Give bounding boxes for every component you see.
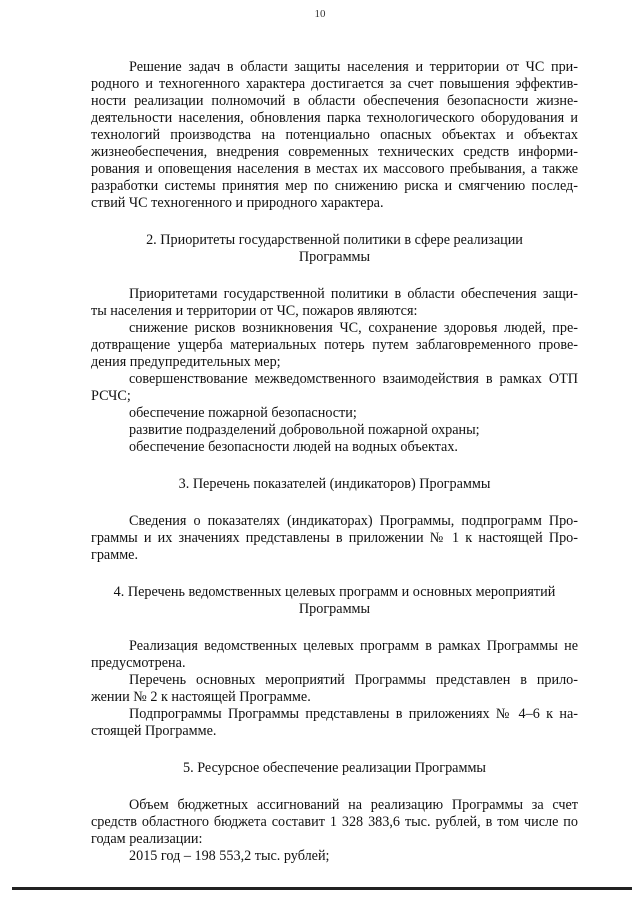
- section-heading: [91, 760, 578, 777]
- paragraph: [91, 439, 578, 456]
- text-line: Подпрограммы Программы представлены в приложениях № 4–6 к на-: [129, 706, 578, 722]
- text-line: жении № 2 к настоящей Программе.: [91, 689, 311, 705]
- text-line: обеспечение пожарной безопасности;: [129, 405, 357, 421]
- heading-line: 5. Ресурсное обеспечение реализации Программы: [183, 760, 486, 776]
- heading-line: Программы: [298, 249, 371, 265]
- text-line: средств областного бюджета составит 1 328 383,6 тыс. рублей, в том числе по: [91, 814, 578, 830]
- text-line: дотвращение ущерба материальных потерь путем заблаговременного прове-: [91, 337, 578, 353]
- paragraph: [91, 371, 578, 405]
- text-line: рования и оповещения населения в местах их массового пребывания, а также: [91, 161, 578, 177]
- text-line: обеспечение безопасности людей на водных объектах.: [129, 439, 458, 455]
- heading-line: Программы: [298, 601, 371, 617]
- page-number: 10: [314, 8, 326, 20]
- paragraph: [91, 672, 578, 706]
- text-line: Решение задач в области защиты населения и территории от ЧС при-: [129, 59, 578, 75]
- paragraph: [91, 513, 578, 564]
- text-line: Реализация ведомственных целевых программ в рамках Программы не: [129, 638, 578, 654]
- paragraph: [91, 797, 578, 848]
- paragraph: [91, 405, 578, 422]
- text-line: предусмотрена.: [91, 655, 186, 671]
- text-line: стоящей Программе.: [91, 723, 217, 739]
- text-line: Приоритетами государственной политики в области обеспечения защи-: [129, 286, 578, 302]
- section-heading: [91, 232, 578, 266]
- text-line: годам реализации:: [91, 831, 203, 847]
- text-line: грамме.: [91, 547, 139, 563]
- text-line: ности реализации полномочий в области обеспечения безопасности жизне-: [91, 93, 578, 109]
- text-line: РСЧС;: [91, 388, 131, 404]
- paragraph: [91, 422, 578, 439]
- text-line: дения предупредительных мер;: [91, 354, 281, 370]
- text-line: совершенствование межведомственного взаимодействия в рамках ОТП: [129, 371, 578, 387]
- heading-line: 3. Перечень показателей (индикаторов) Программы: [178, 476, 491, 492]
- text-line: жизнеобеспечения, внедрения современных технических средств информи-: [91, 144, 578, 160]
- heading-line: 2. Приоритеты государственной политики в сфере реализации: [146, 232, 523, 248]
- text-line: деятельности населения, обновления парка технологического оборудования и: [91, 110, 578, 126]
- text-line: ты населения и территории от ЧС, пожаров являются:: [91, 303, 418, 319]
- text-line: технологий производства на потенциально опасных объектах и объектах: [91, 127, 578, 143]
- section-heading: [91, 476, 578, 493]
- text-line: ствий ЧС техногенного и природного характера.: [91, 195, 384, 211]
- paragraph: [91, 320, 578, 371]
- document-body: [91, 59, 578, 865]
- paragraph: [91, 286, 578, 320]
- paragraph: [91, 706, 578, 740]
- paragraph: [91, 59, 578, 212]
- text-line: Объем бюджетных ассигнований на реализацию Программы за счет: [129, 797, 578, 813]
- section-heading: [91, 584, 578, 618]
- text-line: Перечень основных мероприятий Программы представлен в прило-: [129, 672, 578, 688]
- text-line: родного и техногенного характера достигается за счет повышения эффектив-: [91, 76, 578, 92]
- text-line: снижение рисков возникновения ЧС, сохранение здоровья людей, пре-: [129, 320, 578, 336]
- text-line: разработки системы принятия мер по снижению риска и смягчению послед-: [91, 178, 578, 194]
- text-line: граммы и их значениях представлены в приложении № 1 к настоящей Про-: [91, 530, 578, 546]
- heading-line: 4. Перечень ведомственных целевых программ и основных мероприятий: [113, 584, 556, 600]
- paragraph: [91, 848, 578, 865]
- text-line: Сведения о показателях (индикаторах) Программы, подпрограмм Про-: [129, 513, 578, 529]
- bottom-rule: [12, 887, 632, 890]
- paragraph: [91, 638, 578, 672]
- text-line: 2015 год – 198 553,2 тыс. рублей;: [129, 848, 330, 864]
- text-line: развитие подразделений добровольной пожарной охраны;: [129, 422, 480, 438]
